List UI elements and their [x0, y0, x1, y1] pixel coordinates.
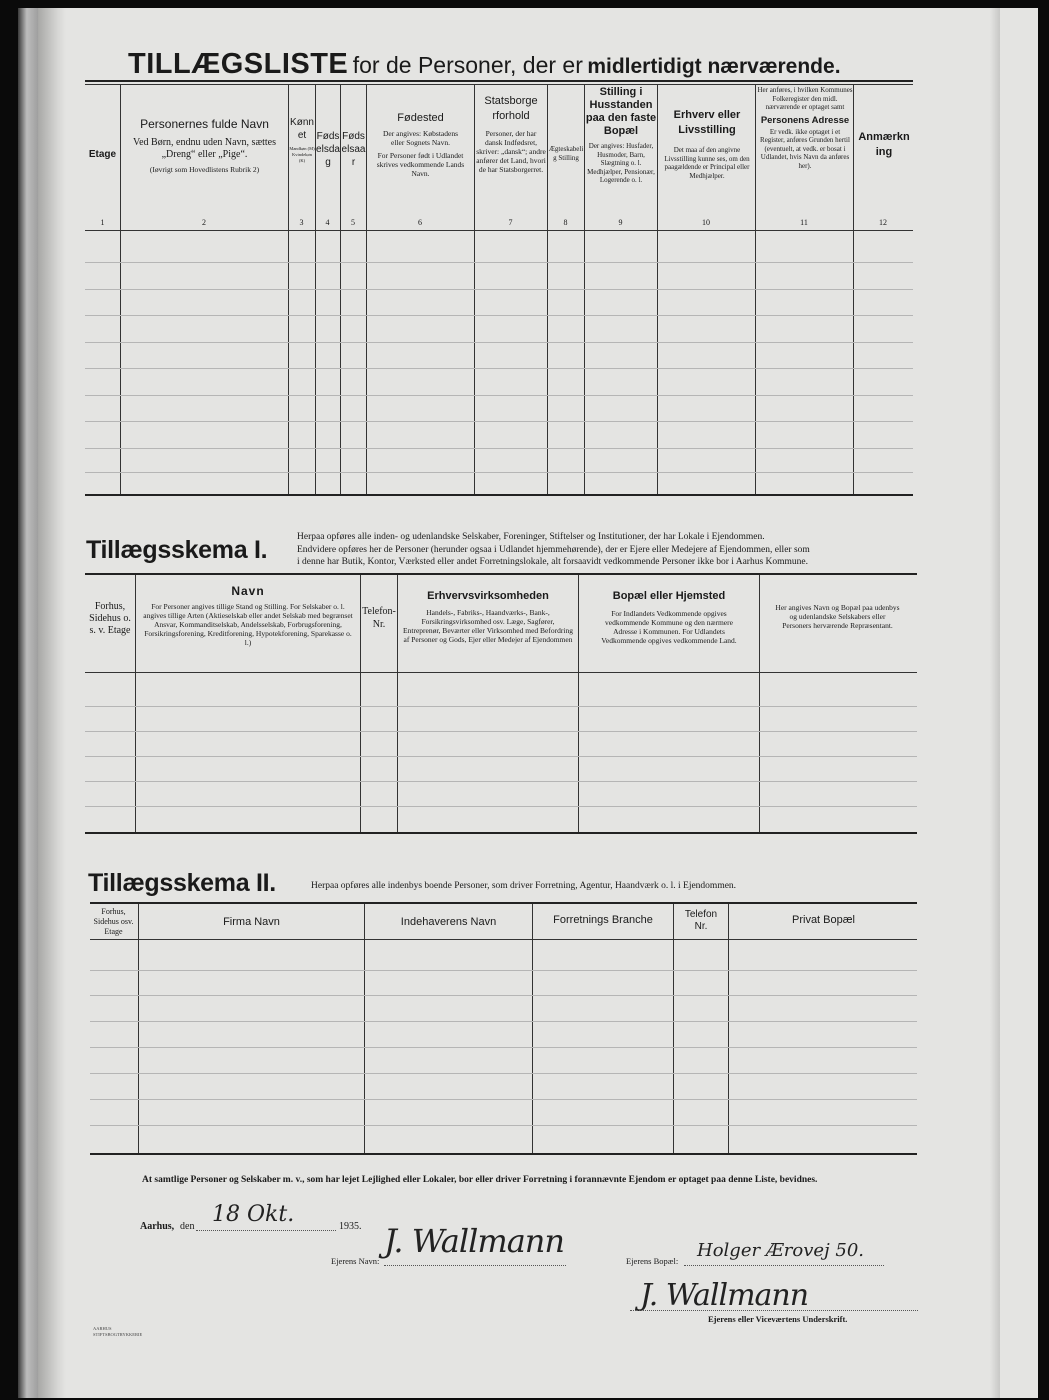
skema1-col-erhverv-header [399, 590, 577, 644]
binding-shadow [38, 8, 66, 1398]
col-stilling-sub: Der angives: Husfader, Husmoder, Barn, Slægtning o. l. Medhjælper, Pensionær, Logerende o. l. [587, 142, 655, 184]
skema2-col-branche: Forretnings Branche [553, 914, 653, 926]
col-number: 1 [100, 218, 105, 227]
signature-line [630, 1310, 918, 1311]
col-stilling-head: Stilling i Husstanden paa den faste Bopæl [585, 86, 657, 137]
main-title [128, 48, 841, 81]
city-label: Aarhus, [140, 1221, 175, 1232]
col-divider [728, 904, 729, 1153]
signature-handwritten: J. Wallmann [640, 1278, 809, 1313]
skema1-header-rule [85, 672, 917, 673]
col-fodested-header [368, 112, 473, 178]
skema2-bottom-rule [90, 1153, 917, 1155]
col-stats-sub: Personer, der har dansk Indfødsret, skriver: „dansk“; andre anfører det Land, hvori de har Statsborgerret. [476, 129, 546, 174]
col-number: 9 [618, 218, 623, 227]
skema1-intro-line: Endvidere opføres her de Personer (herunder ogsaa i Udlandet hjemmehørende), der er Ejere eller Medejere af Ejendommen, eller som [297, 544, 810, 555]
col-number: 7 [508, 218, 513, 227]
col-adresse-sub: Er vedk. ikke optaget i et Register, anføres Grunden hertil (eventuelt, at vedk. er bosat i Udlandet, hvis Navn da anføres her). [760, 127, 850, 170]
col-fodested-sub2: For Personer født i Udlandet skrives vedkommende Lands Navn. [376, 151, 465, 178]
page-edge-shadow [990, 8, 1000, 1398]
ruled-row-line [90, 1047, 917, 1048]
col-number: 8 [563, 218, 568, 227]
col-stats-header [476, 94, 546, 174]
ruled-row-line [85, 315, 913, 316]
col-aegteskab-header: Ægteskabelig Stilling [548, 145, 584, 162]
col-erhverv-header [659, 108, 755, 180]
col-divider [364, 904, 365, 1153]
year-label: 1935. [339, 1221, 362, 1232]
skema2-col-telefon: Telefon Nr. [684, 909, 718, 932]
signature-label: Ejerens eller Viceværtens Underskrift. [708, 1314, 848, 1324]
col-etage-header: Etage [88, 149, 117, 160]
ruled-row-line [90, 1099, 917, 1100]
ruled-row-line [90, 1073, 917, 1074]
col-erhverv-sub: Det maa af den angivne Livsstilling kunne ses, om den paagældende er Principal eller Medhjælper. [664, 146, 750, 180]
owner-name-handwritten: J. Wallmann [384, 1222, 564, 1260]
document-page [38, 8, 1038, 1398]
skema1-col-bopael: Bopæl eller Hjemsted [612, 590, 726, 602]
owner-address-line [684, 1265, 884, 1266]
skema2-title: Tillægsskema II. [88, 869, 276, 897]
col-navn-sub2: (Iøvrigt som Hovedlistens Rubrik 2) [149, 165, 260, 174]
col-kon-head: Kønnet [290, 117, 314, 141]
col-number: 5 [351, 218, 355, 227]
skema1-col-bopael-sub: For Indlandets Vedkommende opgives vedkommende Kommune og den nærmere Adresse i Kommunen. For Udlandets Vedkommende opgives vedkommende Land. [601, 609, 737, 645]
skema2-top-rule [90, 902, 917, 904]
skema1-top-rule [85, 573, 917, 575]
col-divider [578, 575, 579, 832]
ruled-row-line [85, 289, 913, 290]
ruled-row-line [85, 472, 913, 473]
col-fodested-head: Fødested [397, 112, 444, 124]
col-adresse-head: Personens Adresse [760, 114, 850, 126]
col-number: 3 [299, 218, 304, 227]
skema1-col-erhverv: Erhvervsvirksomheden [427, 590, 549, 602]
skema1-col-bopael-header [580, 590, 758, 645]
col-stats-head: Statsborgerforhold [484, 95, 538, 122]
col-number: 11 [800, 218, 808, 227]
skema1-intro [297, 531, 917, 569]
col-erhverv-head: Erhverv eller Livsstilling [673, 109, 741, 136]
title-big: TILLÆGSLISTE [128, 48, 349, 80]
col-number: 4 [325, 218, 330, 227]
col-anmaerkning-header: Anmærkning [858, 131, 910, 158]
ruled-row-line [90, 995, 917, 996]
ruled-row-line [90, 970, 917, 971]
owner-name-line [384, 1265, 566, 1266]
printer-imprint: AARHUS STIFTSBOGTRYKKERIE [93, 1326, 143, 1337]
col-kon-header [289, 116, 315, 164]
col-fodselsdag-header: Fødselsdag [316, 131, 340, 168]
ruled-row-line [85, 448, 913, 449]
skema1-col-navn-header [137, 585, 359, 647]
ruled-row-line [85, 706, 917, 707]
attestation-text: At samtlige Personer og Selskaber m. v., som har lejet Lejlighed eller Lokaler, bor eller driver Forretning i forannævnte Ejendom er optaget paa denne Liste, bevidnes. [142, 1175, 818, 1185]
main-table-top-rule-2 [85, 84, 913, 85]
col-fodested-sub: Der angives: Købstadens eller Sognets Navn. [383, 129, 458, 147]
ruled-row-line [90, 1021, 917, 1022]
col-navn-header [122, 118, 287, 174]
col-adresse-header [757, 86, 853, 170]
title-bold: midlertidigt nærværende. [587, 55, 841, 78]
col-number: 10 [702, 218, 710, 227]
skema1-col-erhverv-sub: Handels-, Fabriks-, Haandværks-, Bank-, Forsikringsvirksomhed osv. Læge, Sagfører, Entreprenør, Beværter eller Virksomhed med Befordring af Personer og Gods, Ejer eller Medejer af Ejendommen [403, 608, 573, 644]
scan-edge [18, 8, 40, 1398]
skema1-col-repr: Her angives Navn og Bopæl paa udenbys og udenlandske Selskabers eller Personers herværende Repræsentant. [775, 603, 900, 630]
ruled-row-line [85, 368, 913, 369]
ruled-row-line [85, 806, 917, 807]
skema2-col-indehaver: Indehaverens Navn [400, 916, 497, 928]
skema1-col-etage: Forhus, Sidehus o. s. v. Etage [89, 601, 131, 636]
skema2-col-etage: Forhus, Sidehus osv. Etage [93, 907, 134, 936]
skema1-intro-line: i denne har Butik, Kontor, Værksted eller andet Forretningslokale, alt forsaavidt vedkommende Personer ikke bor i Aarhus Kommune. [297, 557, 809, 567]
col-number: 6 [418, 218, 422, 227]
col-number: 2 [202, 218, 206, 227]
col-fodselsaar-header: Fødselsaar [341, 131, 366, 168]
den-label: den [180, 1221, 195, 1232]
skema1-col-navn: Navn [231, 584, 265, 598]
col-navn-sub: Ved Børn, endnu uden Navn, sættes „Dreng“ eller „Pige“. [132, 137, 277, 160]
skema2-header-rule [90, 939, 917, 940]
col-number: 12 [879, 218, 887, 227]
title-mid: for de Personer, der er [352, 52, 583, 78]
skema1-title: Tillægsskema I. [86, 536, 268, 564]
col-divider [135, 575, 136, 832]
main-table-header-rule [85, 230, 913, 231]
col-divider [532, 904, 533, 1153]
skema1-col-telefon: Telefon-Nr. [362, 606, 396, 630]
skema2-intro: Herpaa opføres alle indenbys boende Personer, som driver Forretning, Agentur, Haandværk o. l. i Ejendommen. [311, 881, 737, 891]
date-line [196, 1230, 336, 1231]
col-divider [759, 575, 760, 832]
col-stilling-header [585, 86, 657, 185]
col-divider [138, 904, 139, 1153]
main-table-bottom-rule [85, 494, 913, 496]
col-kon-sub: Mandkøn (M) Kvindekøn (K) [289, 146, 315, 163]
skema1-intro-line: Herpaa opføres alle inden- og udenlandske Selskaber, Foreninger, Stiftelser og Institutioner, der har Lokale i Ejendommen. [297, 532, 765, 542]
skema2-col-firma: Firma Navn [223, 916, 280, 928]
skema1-col-navn-sub: For Personer angives tillige Stand og Stilling. For Selskaber o. l. angives tillige Arten (Aktieselskab eller andet Selskab med begrænset Ansvar, Kommanditselskab, Andelsselskab, Forbrugsforening, Forsikringsforening, Kreditforening, Hypotekforening, Sparekasse o. l.) [143, 602, 353, 647]
owner-address-label: Ejerens Bopæl: [626, 1256, 679, 1266]
col-divider [397, 575, 398, 832]
ruled-row-line [90, 1125, 917, 1126]
owner-name-label: Ejerens Navn: [331, 1256, 380, 1266]
ruled-row-line [85, 756, 917, 757]
ruled-row-line [85, 781, 917, 782]
ruled-row-line [85, 421, 913, 422]
skema2-col-bopael: Privat Bopæl [792, 914, 855, 926]
col-divider [673, 904, 674, 1153]
skema1-bottom-rule [85, 832, 917, 834]
ruled-row-line [85, 342, 913, 343]
ruled-row-line [85, 262, 913, 263]
date-handwritten: 18 Okt. [212, 1202, 295, 1227]
ruled-row-line [85, 395, 913, 396]
col-navn-head: Personernes fulde Navn [140, 117, 269, 131]
ruled-row-line [85, 731, 917, 732]
main-table-top-rule [85, 80, 913, 82]
col-adresse-pre: Her anføres, i hvilken Kommunes Folkeregister den midl. nærværende er optaget samt [757, 86, 853, 111]
owner-address-handwritten: Holger Ærovej 50. [697, 1240, 865, 1261]
